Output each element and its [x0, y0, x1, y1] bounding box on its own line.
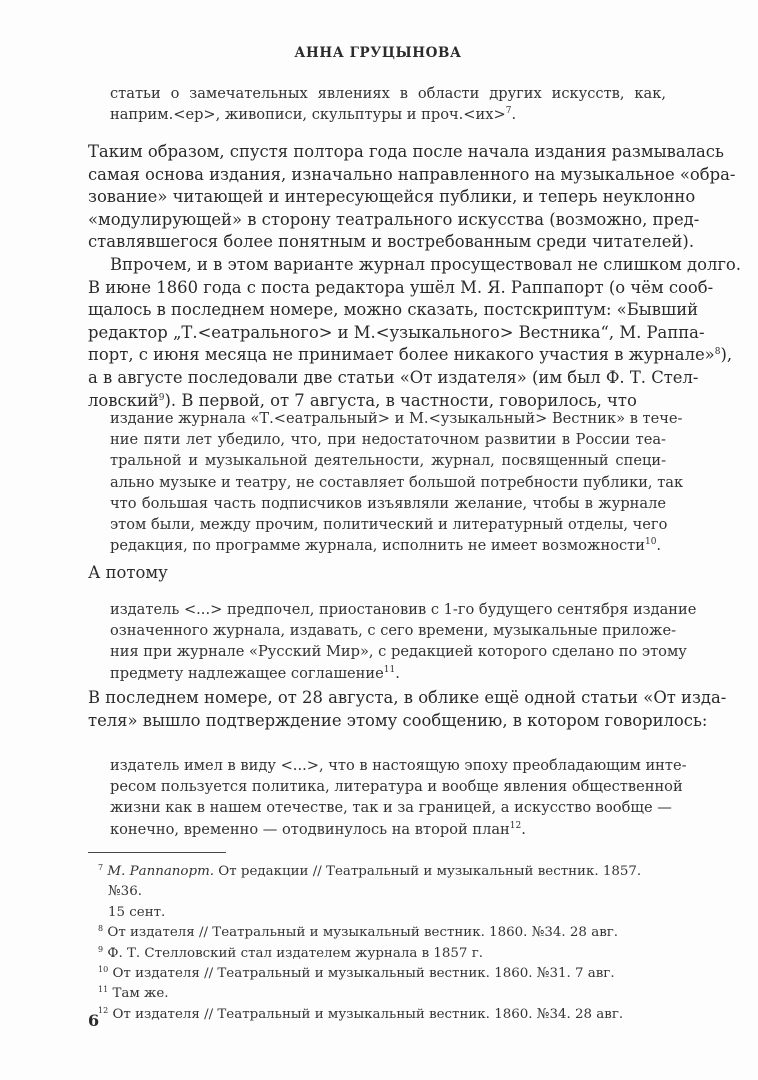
- paragraph-3: [88, 562, 668, 585]
- quote-line: издание журнала «Т.<еатральный> и М.<узыкальный> Вестник» в тече-: [110, 410, 683, 427]
- quote-line: тральной и музыкальной деятельности, журнал, посвященный специ-: [110, 452, 666, 470]
- text-line: ловский$^9$). В первой, от 7 августа, в частности, говорилось, что: [88, 390, 637, 410]
- text-line: Таким образом, спустя полтора года после начала издания размывалась: [88, 142, 724, 161]
- footnote-10: $^{10}$ От издателя // Театральный и музыкальный вестник. 1860. №31. 7 авг.: [98, 965, 615, 982]
- text-line: В последнем номере, от 28 августа, в облике ещё одной статьи «От изда-: [88, 688, 727, 707]
- footnote-ref-9[interactable]: 9: [158, 392, 165, 403]
- text-line: теля» вышло подтверждение этому сообщению, в котором говорилось:: [88, 710, 708, 730]
- text-line: а в августе последовали две статьи «От издателя» (им был Ф. Т. Стел-: [88, 367, 699, 387]
- quote-line: что большая часть подписчиков изъявляли желание, чтобы в журнале: [110, 494, 666, 512]
- quote-line: означенного журнала, издавать, с сего времени, музыкальные приложе-: [110, 622, 677, 640]
- footnote-ref-8[interactable]: 8: [714, 347, 721, 358]
- block-quote-2: [110, 408, 684, 556]
- block-quote-4: [110, 755, 687, 840]
- footnote-8: $^8$ От издателя // Театральный и музыкальный вестник. 1860. №34. 28 авг.: [98, 924, 619, 941]
- footnote-ref-7[interactable]: 7: [505, 106, 512, 117]
- text-line: зование» читающей и интересующейся публики, и теперь неуклонно: [88, 187, 696, 207]
- text-line: Впрочем, и в этом варианте журнал просуществовал не слишком долго.: [110, 255, 742, 274]
- quote-line: издатель имел в виду <...>, что в настоящую эпоху преобладающим инте-: [110, 757, 687, 774]
- footnote-11: $^{11}$ Там же.: [98, 985, 169, 1002]
- footnote-9: $^9$ Ф. Т. Стелловский стал издателем журнала в 1857 г.: [98, 944, 483, 961]
- footnote-ref-11[interactable]: 11: [383, 664, 396, 675]
- footnote-7: $^7$ М. Раппапорт. От редакции // Театральный и музыкальный вестник. 1857. №36. 15 сент.: [98, 863, 642, 920]
- quote-line: ресом пользуется политика, литература и вообще явления общественной: [110, 778, 683, 796]
- quote-line: предмету надлежащее соглашение$^{11}$.: [110, 664, 400, 682]
- footnote-ref-10[interactable]: 10: [644, 537, 657, 548]
- quote-line: ния при журнале «Русский Мир», с редакцией которого сделано по этому: [110, 643, 687, 661]
- quote-line: ние пяти лет убедило, что, при недостаточном развитии в России теа-: [110, 431, 666, 449]
- text-line: редактор „Т.<еатрального> и М.<узыкального> Вестника“, М. Раппа-: [88, 322, 705, 342]
- text-line: ставлявшегося более понятным и востребованным среди читателей).: [88, 232, 695, 252]
- text-line: «модулирующей» в сторону театрального искусства (возможно, пред-: [88, 209, 700, 229]
- text-line: порт, с июня месяца не принимает более никакого участия в журнале»$^8$),: [88, 345, 733, 365]
- text-line: самая основа издания, изначально направленного на музыкальное «обра-: [88, 164, 736, 184]
- footnote-12: $^{12}$ От издателя // Театральный и музыкальный вестник. 1860. №34. 28 авг.: [98, 1005, 624, 1022]
- text-line: щалось в последнем номере, можно сказать, постскриптум: «Бывший: [88, 300, 699, 320]
- text-line: А потому: [88, 563, 168, 582]
- paragraph-4: [88, 687, 727, 732]
- paragraph-1: [88, 141, 736, 254]
- paragraph-2: [88, 254, 742, 412]
- quote-line: ально музыке и театру, не составляет большой потребности публики, так: [110, 473, 684, 491]
- quote-line: этом были, между прочим, политический и литературный отделы, чего: [110, 516, 668, 534]
- quote-line: статьи о замечательных явлениях в области других искусств, как,: [110, 85, 666, 102]
- page-number: 6: [88, 1011, 100, 1030]
- quote-line: конечно, временно — отодвинулось на второй план$^{12}$.: [110, 820, 526, 838]
- text-line: В июне 1860 года с поста редактора ушёл М. Я. Раппапорт (о чём сооб-: [88, 277, 714, 297]
- quote-line: издатель <...> предпочел, приостановив с 1-го будущего сентября издание: [110, 601, 697, 618]
- block-quote-1: [110, 83, 666, 125]
- quote-line: редакция, по программе журнала, исполнить не имеет возможности$^{10}$.: [110, 537, 662, 555]
- quote-line: жизни как в нашем отечестве, так и за границей, а искусство вообще —: [110, 799, 672, 817]
- footnote-ref-12[interactable]: 12: [509, 820, 522, 831]
- running-head: АННА ГРУЦЫНОВА: [294, 45, 462, 61]
- quote-line: наприм.<ер>, живописи, скульптуры и проч.<их>$^7$.: [110, 106, 517, 124]
- footnote-separator: [88, 852, 226, 853]
- block-quote-3: [110, 599, 697, 684]
- footnotes: [98, 862, 668, 1025]
